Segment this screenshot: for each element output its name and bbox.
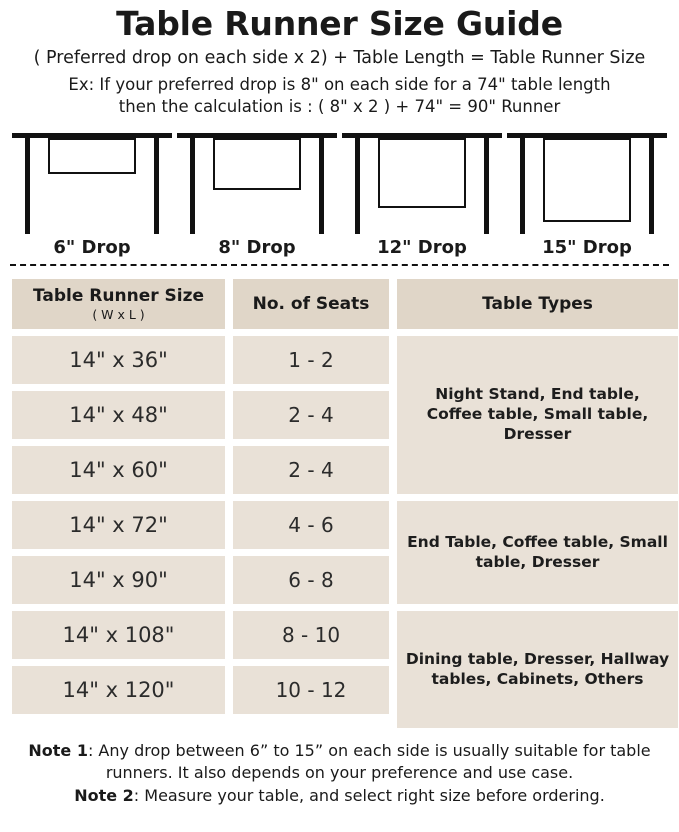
table-types-group-1: Night Stand, End table, Coffee table, Small table, Dresser [397, 336, 678, 494]
runner-drop-shape [378, 138, 466, 208]
table-row: 14" x 60" [12, 446, 225, 494]
drop-label-15in: 15" Drop [542, 237, 632, 259]
table-leg-right [154, 138, 159, 234]
table-leg-right [649, 138, 654, 234]
notes-section [8, 740, 671, 807]
table-diagram-15in [507, 129, 667, 234]
table-leg-left [520, 138, 525, 234]
table-row: 1 - 2 [233, 336, 389, 384]
example-line-2: then the calculation is : ( 8" x 2 ) + 74" = 90" Runner [118, 96, 561, 116]
example-line-1: Ex: If your preferred drop is 8" on each side for a 74" table length [68, 75, 611, 95]
note-1-label: Note 1 [28, 741, 88, 761]
table-leg-right [484, 138, 489, 234]
drop-label-row [8, 237, 671, 258]
table-row: 14" x 72" [12, 501, 225, 549]
drop-label-12in: 12" Drop [377, 237, 467, 259]
formula-line: ( Preferred drop on each side x 2) + Table Length = Table Runner Size [33, 48, 646, 69]
table-leg-left [355, 138, 360, 234]
header-runner-size [12, 279, 225, 329]
table-leg-left [25, 138, 30, 234]
table-row: 4 - 6 [233, 501, 389, 549]
note-1 [14, 740, 665, 783]
table-leg-right [319, 138, 324, 234]
note-2-text: : Measure your table, and select right size before ordering. [133, 786, 605, 806]
infographic-page [0, 6, 679, 832]
header-runner-size-label: Table Runner Size [32, 286, 205, 307]
runner-drop-shape [213, 138, 301, 190]
example-text [8, 74, 671, 117]
note-2 [14, 785, 665, 807]
drop-diagrams [8, 129, 671, 269]
header-no-of-seats [233, 279, 389, 329]
header-table-types [397, 279, 678, 329]
table-types-group-3: Dining table, Dresser, Hallway tables, Cabinets, Others [397, 611, 678, 728]
size-table [8, 279, 671, 728]
table-row: 14" x 90" [12, 556, 225, 604]
table-row: 14" x 108" [12, 611, 225, 659]
table-row: 2 - 4 [233, 446, 389, 494]
runner-drop-shape [543, 138, 631, 222]
table-row: 14" x 48" [12, 391, 225, 439]
table-diagram-6in [12, 129, 172, 234]
note-1-text: : Any drop between 6” to 15” on each side is usually suitable for table runners. It also depends on your preference and use case. [87, 741, 651, 782]
table-row: 2 - 4 [233, 391, 389, 439]
note-2-label: Note 2 [74, 786, 134, 806]
table-row: 14" x 36" [12, 336, 225, 384]
drop-label-8in: 8" Drop [218, 237, 296, 259]
diagram-row [8, 129, 671, 234]
table-row: 8 - 10 [233, 611, 389, 659]
table-types-group-2: End Table, Coffee table, Small table, Dresser [397, 501, 678, 604]
table-row: 10 - 12 [233, 666, 389, 714]
drop-label-6in: 6" Drop [53, 237, 131, 259]
table-row: 14" x 120" [12, 666, 225, 714]
runner-drop-shape [48, 138, 136, 174]
page-title: Table Runner Size Guide [116, 4, 563, 43]
table-diagram-12in [342, 129, 502, 234]
table-diagram-8in [177, 129, 337, 234]
dashed-divider [10, 264, 669, 266]
header-no-of-seats-label: No. of Seats [252, 294, 370, 315]
table-leg-left [190, 138, 195, 234]
table-row: 6 - 8 [233, 556, 389, 604]
header-runner-size-sub: ( W x L ) [92, 307, 145, 323]
header-table-types-label: Table Types [482, 294, 593, 315]
